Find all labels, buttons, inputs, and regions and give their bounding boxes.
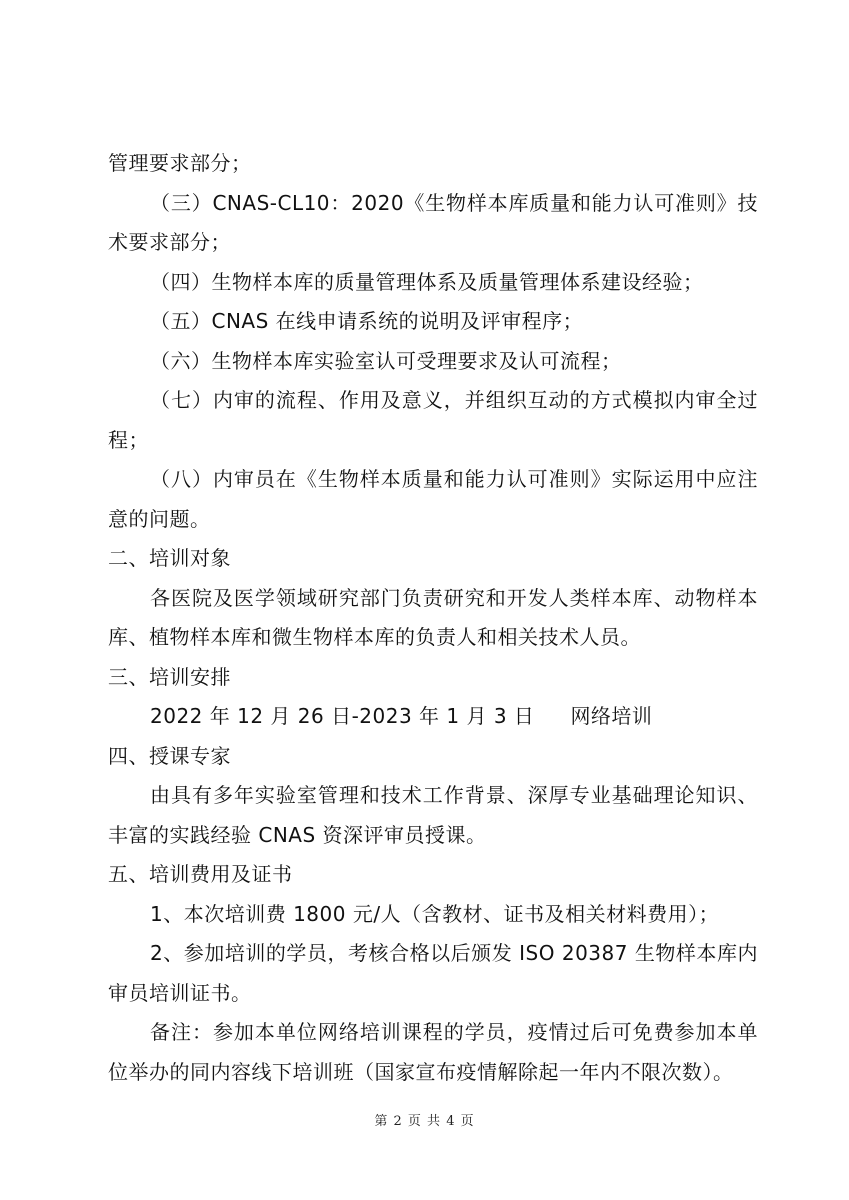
list-item-8: （八）内审员在《生物样本质量和能力认可准则》实际运用中应注意的问题。 <box>108 467 758 531</box>
list-item-6: （六）生物样本库实验室认可受理要求及认可流程； <box>150 348 622 373</box>
schedule-dates: 2022 年 12 月 26 日-2023 年 1 月 3 日 <box>150 704 535 728</box>
paragraph-management-requirements: 管理要求部分； <box>108 151 252 175</box>
paragraph-instructors: 由具有多年实验室管理和技术工作背景、深厚专业基础理论知识、丰富的实践经验 CNAS 资深评审员授课。 <box>108 783 758 847</box>
section-heading-fees-certificates: 五、培训费用及证书 <box>108 862 293 886</box>
section-heading-training-schedule: 三、培训安排 <box>108 664 231 689</box>
paragraph-remark: 备注：参加本单位网络培训课程的学员，疫情过后可免费参加本单位举办的同内容线下培训班（国家宣布疫情解除起一年内不限次数）。 <box>108 1020 758 1084</box>
paragraph-training-schedule <box>108 697 758 737</box>
document-body <box>108 144 758 1092</box>
list-item-3: （三）CNAS-CL10：2020《生物样本库质量和能力认可准则》技术要求部分； <box>108 190 758 254</box>
paragraph-certificate: 2、参加培训的学员，考核合格以后颁发 ISO 20387 生物样本库内审员培训证书。 <box>108 941 758 1005</box>
list-item-7: （七）内审的流程、作用及意义，并组织互动的方式模拟内审全过程； <box>108 388 758 452</box>
paragraph-training-audience: 各医院及医学领域研究部门负责研究和开发人类样本库、动物样本库、植物样本库和微生物样本库的负责人和相关技术人员。 <box>108 585 758 649</box>
paragraph-fee: 1、本次培训费 1800 元/人（含教材、证书及相关材料费用）； <box>150 901 720 926</box>
section-heading-training-audience: 二、培训对象 <box>108 546 231 570</box>
section-heading-instructors: 四、授课专家 <box>108 743 231 768</box>
schedule-mode: 网络培训 <box>570 704 653 728</box>
list-item-4: （四）生物样本库的质量管理体系及质量管理体系建设经验； <box>150 269 704 294</box>
list-item-5: （五）CNAS 在线申请系统的说明及评审程序； <box>150 309 584 333</box>
page-number-footer: 第 2 页 共 4 页 <box>374 1114 475 1129</box>
